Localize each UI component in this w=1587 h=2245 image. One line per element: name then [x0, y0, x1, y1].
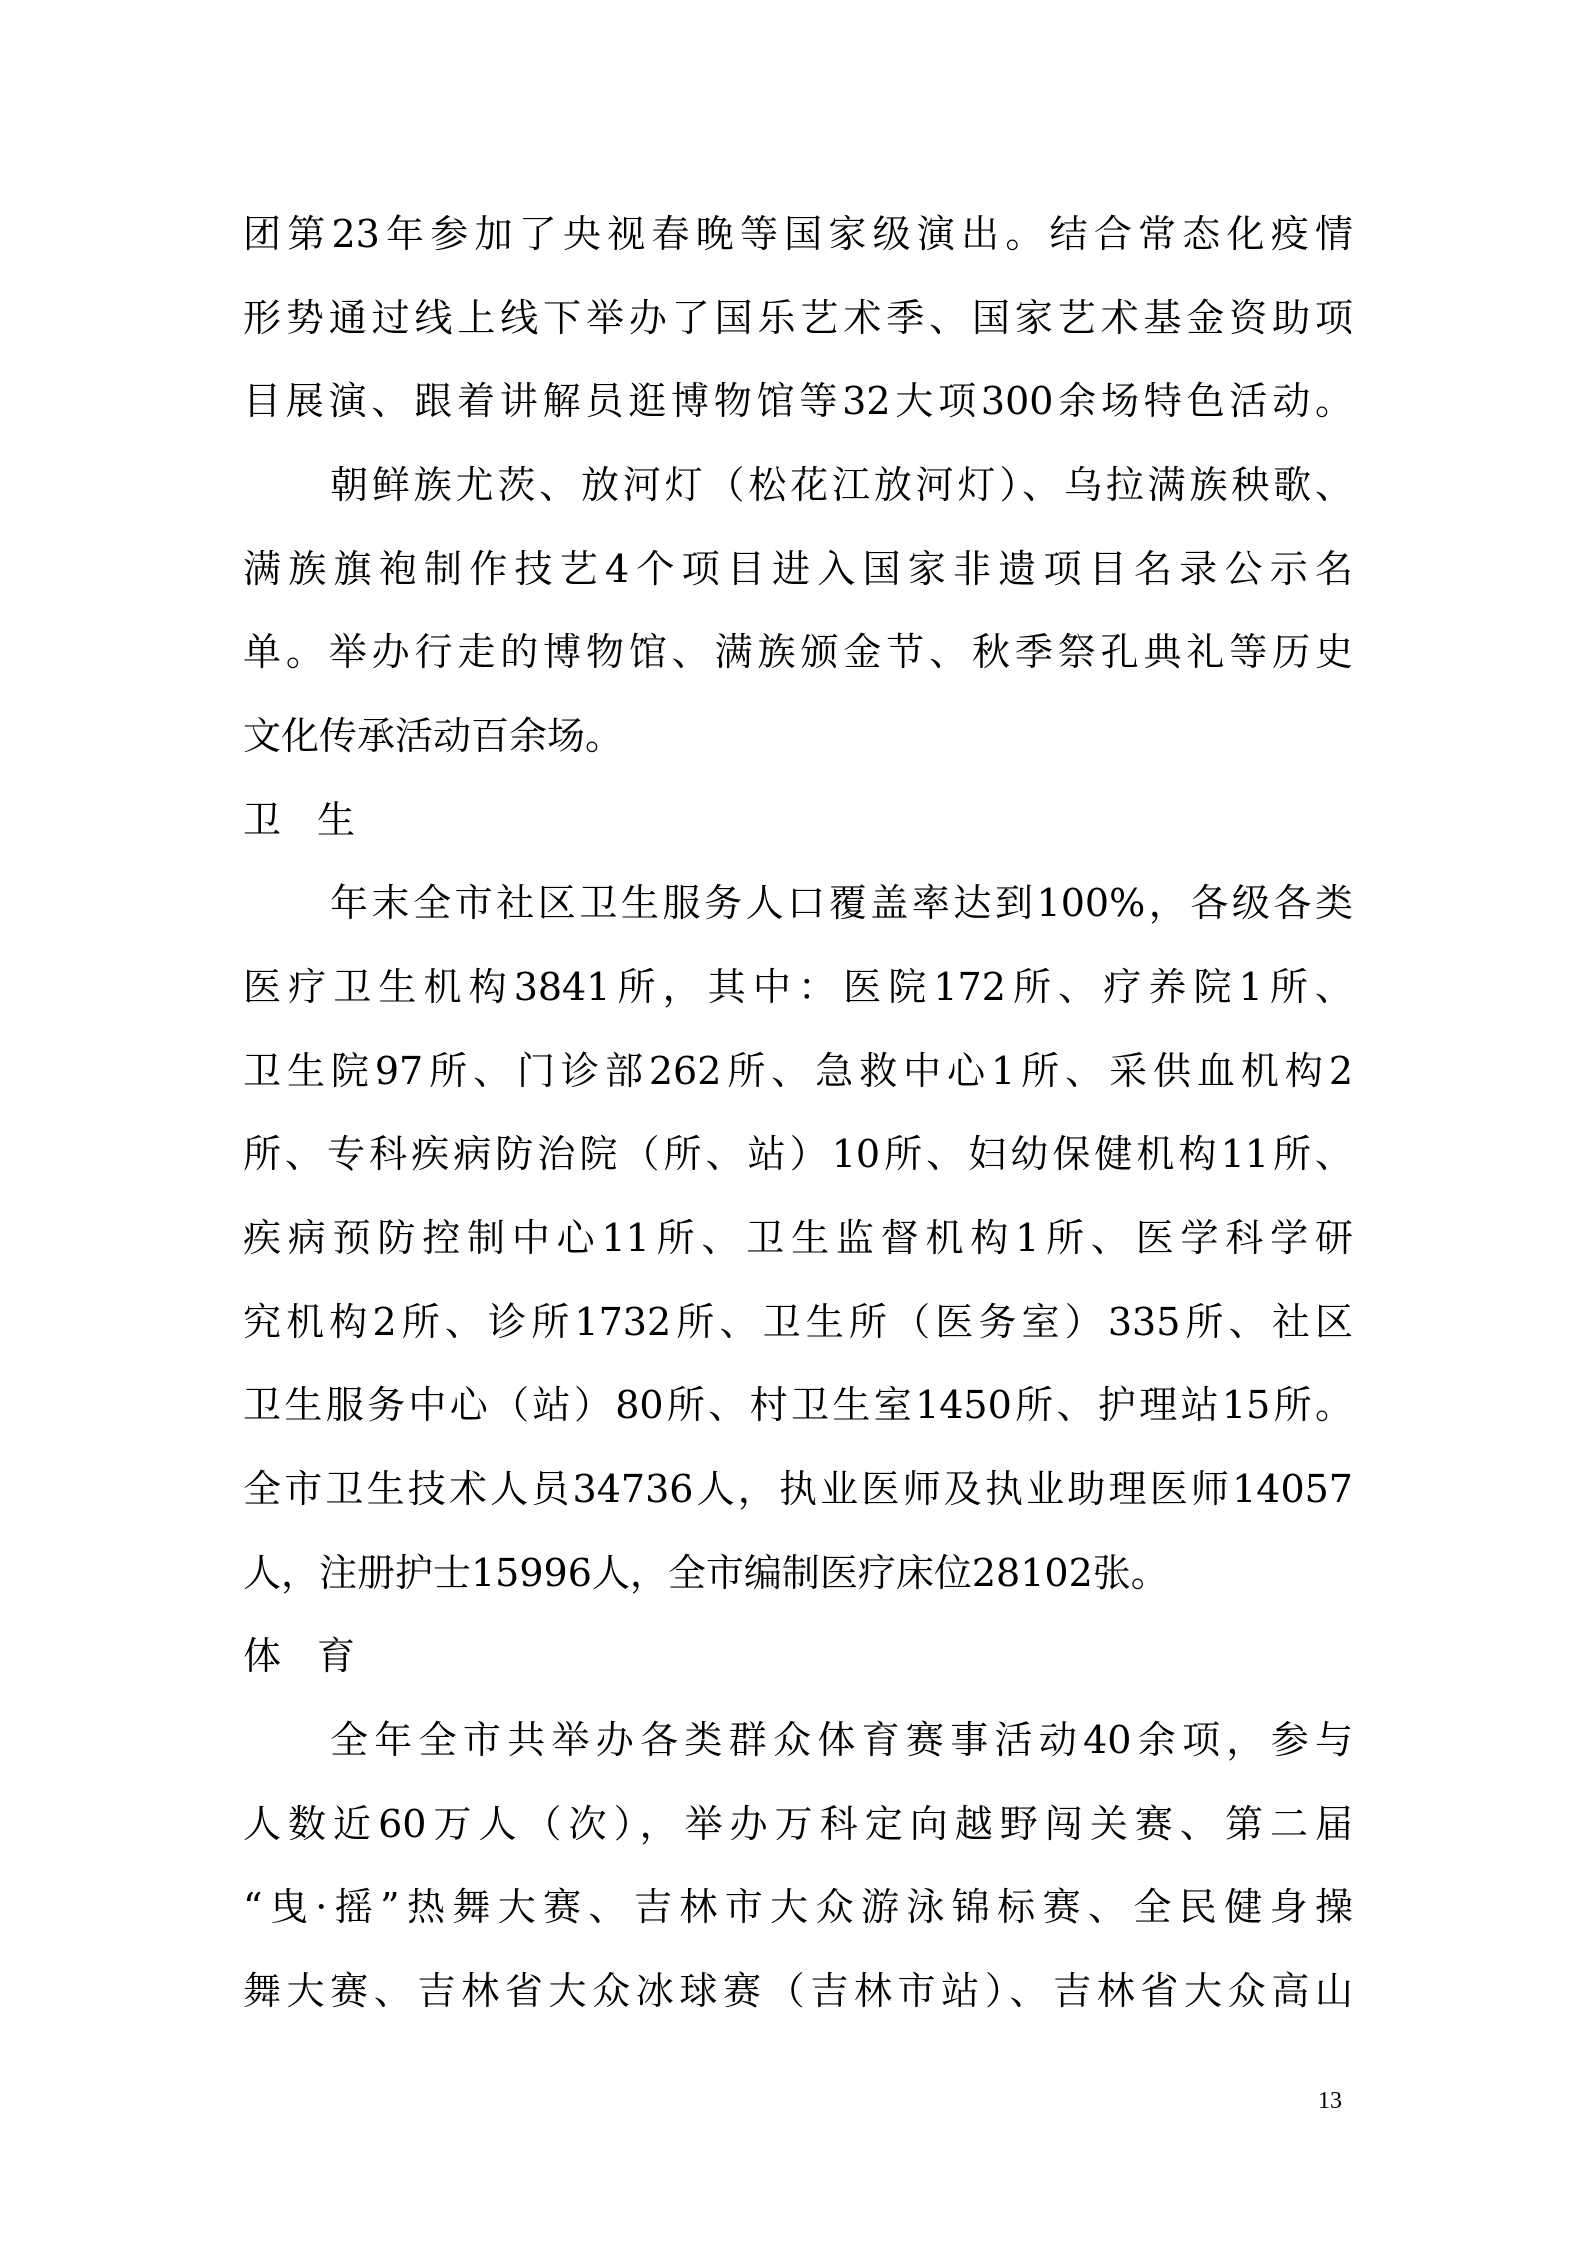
paragraph-line: 朝鲜族尤茨、放河灯（松花江放河灯）、乌拉满族秧歌、	[330, 463, 1353, 507]
paragraph-line: 团第23年参加了央视春晚等国家级演出。结合常态化疫情	[243, 212, 1353, 256]
paragraph-line: 目展演、跟着讲解员逛博物馆等32大项300余场特色活动。	[243, 379, 1353, 423]
section-heading-health: 卫生	[243, 798, 392, 842]
paragraph-line: 形势通过线上线下举办了国乐艺术季、国家艺术基金资助项	[243, 296, 1353, 340]
paragraph-line: 卫生院97所、门诊部262所、急救中心1所、采供血机构2	[243, 1049, 1353, 1093]
section-heading-sports: 体育	[243, 1634, 392, 1678]
paragraph-line: 舞大赛、吉林省大众冰球赛（吉林市站）、吉林省大众高山	[243, 1969, 1353, 2013]
paragraph-line: 疾病预防控制中心11所、卫生监督机构1所、医学科学研	[243, 1216, 1353, 1260]
paragraph-line: 医疗卫生机构3841所，其中：医院172所、疗养院1所、	[243, 965, 1353, 1009]
paragraph-line: 人数近60万人（次），举办万科定向越野闯关赛、第二届	[243, 1802, 1353, 1846]
paragraph-line: 究机构2所、诊所1732所、卫生所（医务室）335所、社区	[243, 1300, 1353, 1344]
paragraph-line: “曳·摇”热舞大赛、吉林市大众游泳锦标赛、全民健身操	[243, 1885, 1353, 1929]
paragraph-line: 满族旗袍制作技艺4个项目进入国家非遗项目名录公示名	[243, 547, 1353, 591]
paragraph-line: 全市卫生技术人员34736人，执业医师及执业助理医师14057	[243, 1467, 1353, 1511]
paragraph-line: 卫生服务中心（站）80所、村卫生室1450所、护理站15所。	[243, 1383, 1353, 1427]
paragraph-line: 人，注册护士15996人，全市编制医疗床位28102张。	[243, 1551, 1169, 1595]
paragraph-line: 所、专科疾病防治院（所、站）10所、妇幼保健机构11所、	[243, 1132, 1353, 1176]
paragraph-line: 文化传承活动百余场。	[243, 714, 624, 758]
page-number: 13	[1318, 2088, 1342, 2114]
paragraph-line: 单。举办行走的博物馆、满族颁金节、秋季祭孔典礼等历史	[243, 630, 1353, 674]
paragraph-line: 年末全市社区卫生服务人口覆盖率达到100%，各级各类	[330, 881, 1353, 925]
paragraph-line: 全年全市共举办各类群众体育赛事活动40余项，参与	[330, 1718, 1353, 1762]
